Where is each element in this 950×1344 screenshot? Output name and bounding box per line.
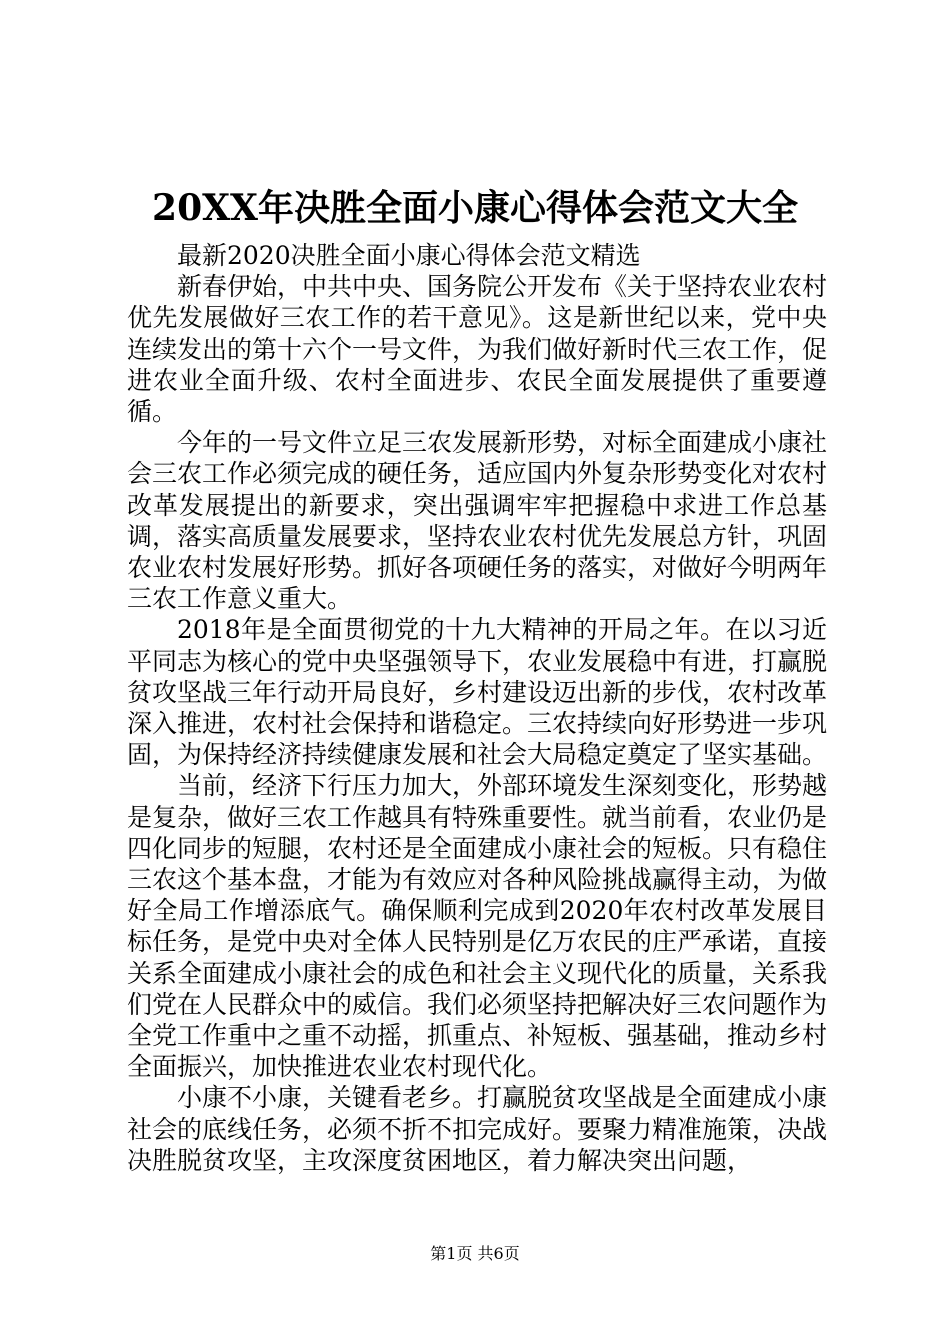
page-footer: 第1页 共6页 bbox=[430, 1244, 520, 1263]
paragraph-2: 今年的一号文件立足三农发展新形势，对标全面建成小康社会三农工作必须完成的硬任务，适应国内外复杂形势变化对农村改革发展提出的新要求，突出强调牢牢把握稳中求进工作总基调，落实高质量发展要求，坚持农业农村优先发展总方针，巩固农业农村发展好形势。抓好各项硬任务的落实，对做好今明两年三农工作意义重大。 bbox=[127, 428, 828, 614]
document-subtitle: 最新2020决胜全面小康心得体会范文精选 bbox=[177, 241, 641, 270]
paragraph-1: 新春伊始，中共中央、国务院公开发布《关于坚持农业农村优先发展做好三农工作的若干意见》。这是新世纪以来，党中央连续发出的第十六个一号文件，为我们做好新时代三农工作，促进农业全面升级、农村全面进步、农民全面发展提供了重要遵循。 bbox=[127, 272, 828, 427]
paragraph-5: 小康不小康，关键看老乡。打赢脱贫攻坚战是全面建成小康社会的底线任务，必须不折不扣完成好。要聚力精准施策，决战决胜脱贫攻坚，主攻深度贫困地区，着力解决突出问题， bbox=[127, 1083, 828, 1175]
document-body bbox=[127, 240, 827, 1176]
paragraph-4: 当前，经济下行压力加大，外部环境发生深刻变化，形势越是复杂，做好三农工作越具有特殊重要性。就当前看，农业仍是四化同步的短腿，农村还是全面建成小康社会的短板。只有稳住三农这个基本盘，才能为有效应对各种风险挑战赢得主动，为做好全局工作增添底气。确保顺利完成到2020年农村改革发展目标任务，是党中央对全体人民特别是亿万农民的庄严承诺，直接关系全面建成小康社会的成色和社会主义现代化的质量，关系我们党在人民群众中的威信。我们必须坚持把解决好三农问题作为全党工作重中之重不动摇，抓重点、补短板、强基础，推动乡村全面振兴，加快推进农业农村现代化。 bbox=[127, 771, 828, 1082]
paragraph-3: 2018年是全面贯彻党的十九大精神的开局之年。在以习近平同志为核心的党中央坚强领导下，农业发展稳中有进，打赢脱贫攻坚战三年行动开局良好，乡村建设迈出新的步伐，农村改革深入推进，农村社会保持和谐稳定。三农持续向好形势进一步巩固，为保持经济持续健康发展和社会大局稳定奠定了坚实基础。 bbox=[127, 615, 828, 770]
document-title: 20XX年决胜全面小康心得体会范文大全 bbox=[152, 187, 798, 229]
